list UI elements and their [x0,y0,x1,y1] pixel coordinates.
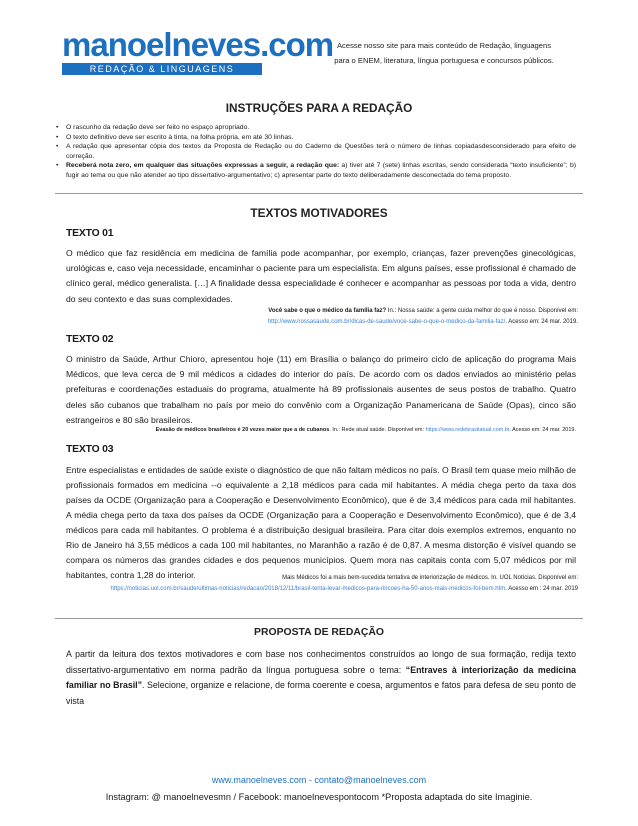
text-03-source-link[interactable]: https://noticias.uol.com.br/saude/ultimas-noticias/redacao/2018/12/11/brasil-tenta-levar-medicos-para-rincoes-ha-50-anos-mais-medicos-foi-bem.htm [110,586,506,592]
proposal-body [66,647,576,709]
site-logo[interactable] [62,26,334,75]
instruction-item-rest: a) tiver até 7 (sete) linhas escritas, sendo considerada “texto insuficiente”; b) fugir ao tema ou que não atender ao tipo dissertativo-argumentativo; c) apresentar parte do texto deliberadamente desconectada do tema proposto. [66,162,576,179]
text-03-body: Entre especialistas e entidades de saúde existe o diagnóstico de que não faltam médicos no país. O Brasil tem quase meio milhão de profissionais formados em medicina --o equivalente a 2,18 médicos para cada mil habitantes. A média chega perto da taxa dos países da OCDE (Organização para a Cooperação e Desenvolvimento Econômico), que é de 3,4 médicos para cada mil habitantes. A média chega perto da taxa dos países da OCDE (Organização para a Cooperação e Desenvolvimento Econômico), que é de 3,4 médicos para cada mil habitantes. O problema é a distribuição desigual brasileira. Para citar dois exemplos extremos, enquanto no Rio de Janeiro há 3,55 médicos a cada 100 mil habitantes, no Maranhão a razão é de 0,87. A mesma distorção é visível quando se compara os números das grandes cidades e dos pequenos municípios. Quem mora nas capitais conta com 5,07 médicos por mil habitantes, contra 1,28 do interior. [66,465,576,580]
header-note-line2: para o ENEM, literatura, língua portuguesa e concursos públicos. [334,56,554,65]
motivating-texts-title: TEXTOS MOTIVADORES [250,206,388,220]
text-01-source-info: In.: Nossa saúde: a gente cuida melhor do que é nosso. Disponível em: [386,308,578,314]
footer-social: Instagram: @ manoelnevesmn / Facebook: manoelnevespontocom *Proposta adaptada do site Imaginie. [105,792,533,802]
text-01-body: O médico que faz residência em medicina de família pode acompanhar, por exemplo, crianças, fazer prevenções ginecológicas, urológicas e, caso veja necessidade, encaminhar o paciente para um especialista. Em alguns países, esse profissional é chamado de clínico geral, médico generalista. […] A finalidade dessa especialidade é conhecer e acompanhar as pessoas por toda a vida, dentro do seu contexto e das suas complexidades. [66,248,576,304]
logo-tagline: REDAÇÃO & LINGUAGENS [62,63,262,75]
text-01-source-date: . Acesso em: 24 mar. 2019. [505,319,578,325]
text-02-body: O ministro da Saúde, Arthur Chioro, apresentou hoje (11) em Brasília o balanço do primeiro ciclo de aplicação do programa Mais Médicos, que leva cerca de 9 mil médicos a cidades do interior do país. De acordo com os dados enviados ao ministério pelas prefeituras e coordenações estaduais do programa, atualmente há 89 profissionais ausentes de seus postos de trabalho. Quatro deles são cubanos que trabalham no país por meio do convênio com a Organização Panamericana de Saúde (Opas), cinco são estrangeiros e 80 são brasileiros. [66,354,576,425]
instruction-item: • A redação que apresentar cópia dos textos da Proposta de Redação ou do Caderno de Questões terá o número de linhas copiadasdesconsiderado para efeito de correção. [56,142,576,161]
instruction-item: • O rascunho da redação deve ser feito no espaço apropriado. [56,123,576,133]
footer-contact-link[interactable]: www.manoelneves.com - contato@manoelneves.com [211,775,427,785]
text-02-source-date: . Acesso em: 24 mar. 2019. [509,427,576,433]
text-03-source-line2 [78,584,578,595]
text-02-source-info: . In.: Rede atual saúde. Disponível em: [329,427,426,433]
proposal-body-start: A partir da leitura dos textos motivadores e com base nos conhecimentos construídos ao longo de sua formação, redija texto dissertativo-argumentativo em norma padrão da língua portuguesa sobre o tema: [66,649,576,675]
header-note-line1: Acesse nosso site para mais conteúdo de Redação, linguagens [336,41,552,50]
text-01-source-title: Você sabe o que o médico da família faz? [268,308,387,314]
proposal-title: PROPOSTA DE REDAÇÃO [254,627,384,638]
text-02-source-link[interactable]: https://www.redebrasilatual.com.br [425,427,510,433]
instruction-item [56,161,576,180]
instruction-item-bold: Receberá nota zero, em qualquer das situações expressas a seguir, a redação que: [66,162,340,170]
divider [55,618,583,619]
text-01-label: TEXTO 01 [66,228,114,239]
text-03-source-date: . Acesso em : 24 mar. 2019 [505,586,578,592]
text-01-source-line1 [78,306,578,317]
text-01-source-link[interactable]: http://www.nossasaude.com.br/dicas-de-saude/voce-sabe-o-que-o-medico-da-familia-faz/ [267,319,506,325]
text-01-source-line2 [78,317,578,328]
proposal-theme: “Entraves à interiorização da medicina familiar no Brasil” [66,664,577,691]
text-03-source [78,573,578,595]
instruction-item: • O texto definitivo deve ser escrito à tinta, na folha própria, em até 30 linhas. [56,133,576,143]
logo-wordmark: manoelneves.com [62,26,334,63]
text-02-label: TEXTO 02 [66,334,114,345]
text-03-source-info: Mais Médicos foi a mais bem-sucedida tentativa de interiorização de médicos. In. UOL Notícias. Disponível em: [282,575,578,581]
text-02-source-title: Evasão de médicos brasileiros é 20 vezes maior que a de cubanos [155,427,330,433]
text-02-source [56,425,576,436]
text-01-source [78,306,578,328]
divider [55,193,583,194]
text-03-label: TEXTO 03 [66,444,114,455]
header-note [315,38,573,68]
proposal-body-end: . Selecione, organize e relacione, de forma coerente e coesa, argumentos e fatos para defesa de seu ponto de vista [66,680,576,706]
instructions-title: INSTRUÇÕES PARA A REDAÇÃO [225,101,413,115]
instructions-list [56,123,576,181]
footer-contact [0,775,638,785]
